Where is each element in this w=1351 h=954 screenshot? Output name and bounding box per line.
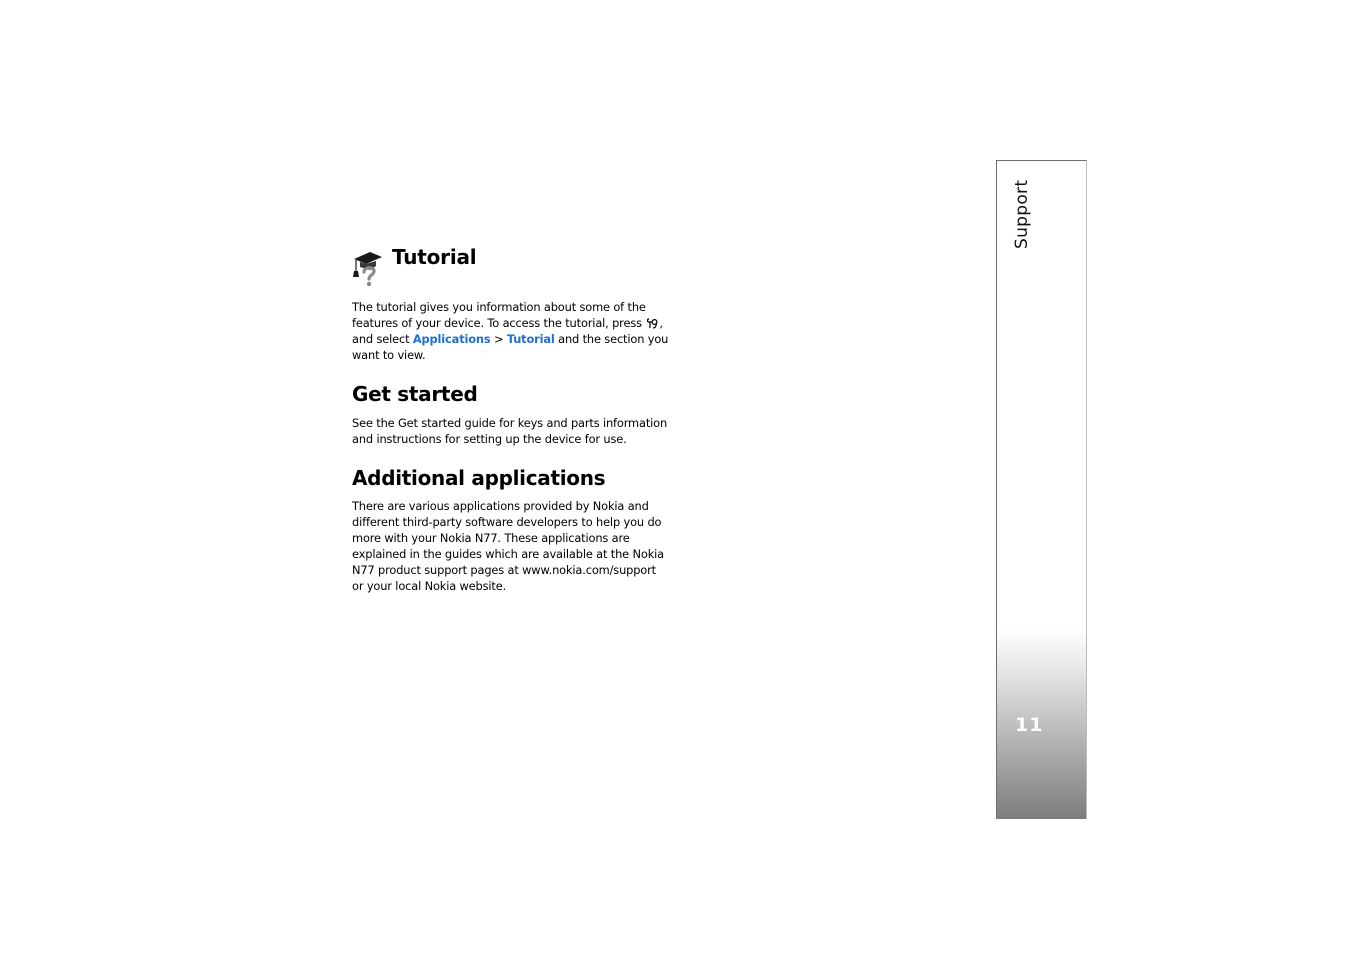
path-separator: > xyxy=(490,332,507,346)
section-sidebar-tab xyxy=(996,160,1087,819)
additional-applications-heading: Additional applications xyxy=(352,466,606,490)
tutorial-text-2: , and select xyxy=(352,316,663,346)
tutorial-cap-question-icon xyxy=(352,249,384,287)
page-number: 11 xyxy=(1015,714,1044,736)
tutorial-heading: Tutorial xyxy=(392,245,477,269)
get-started-heading: Get started xyxy=(352,382,478,406)
tutorial-header xyxy=(352,243,672,289)
menu-key-icon xyxy=(646,317,658,329)
tutorial-text-1: The tutorial gives you information about some of the features of your device. To access the tutorial, press xyxy=(352,300,646,330)
tutorial-link[interactable]: Tutorial xyxy=(506,332,555,346)
tutorial-text-3: and the section you want to view. xyxy=(352,332,669,362)
tutorial-paragraph xyxy=(352,299,670,363)
get-started-paragraph: See the Get started guide for keys and parts information and instructions for setting up the device for use. xyxy=(352,416,668,446)
section-label: Support xyxy=(1012,179,1032,249)
additional-applications-paragraph: There are various applications provided by Nokia and different third-party software developers to help you do more with your Nokia N77. These applications are explained in the guides which are available at the Nokia N77 product support pages at www.nokia.com/support or your local Nokia website. xyxy=(352,499,664,593)
applications-link[interactable]: Applications xyxy=(412,332,491,346)
